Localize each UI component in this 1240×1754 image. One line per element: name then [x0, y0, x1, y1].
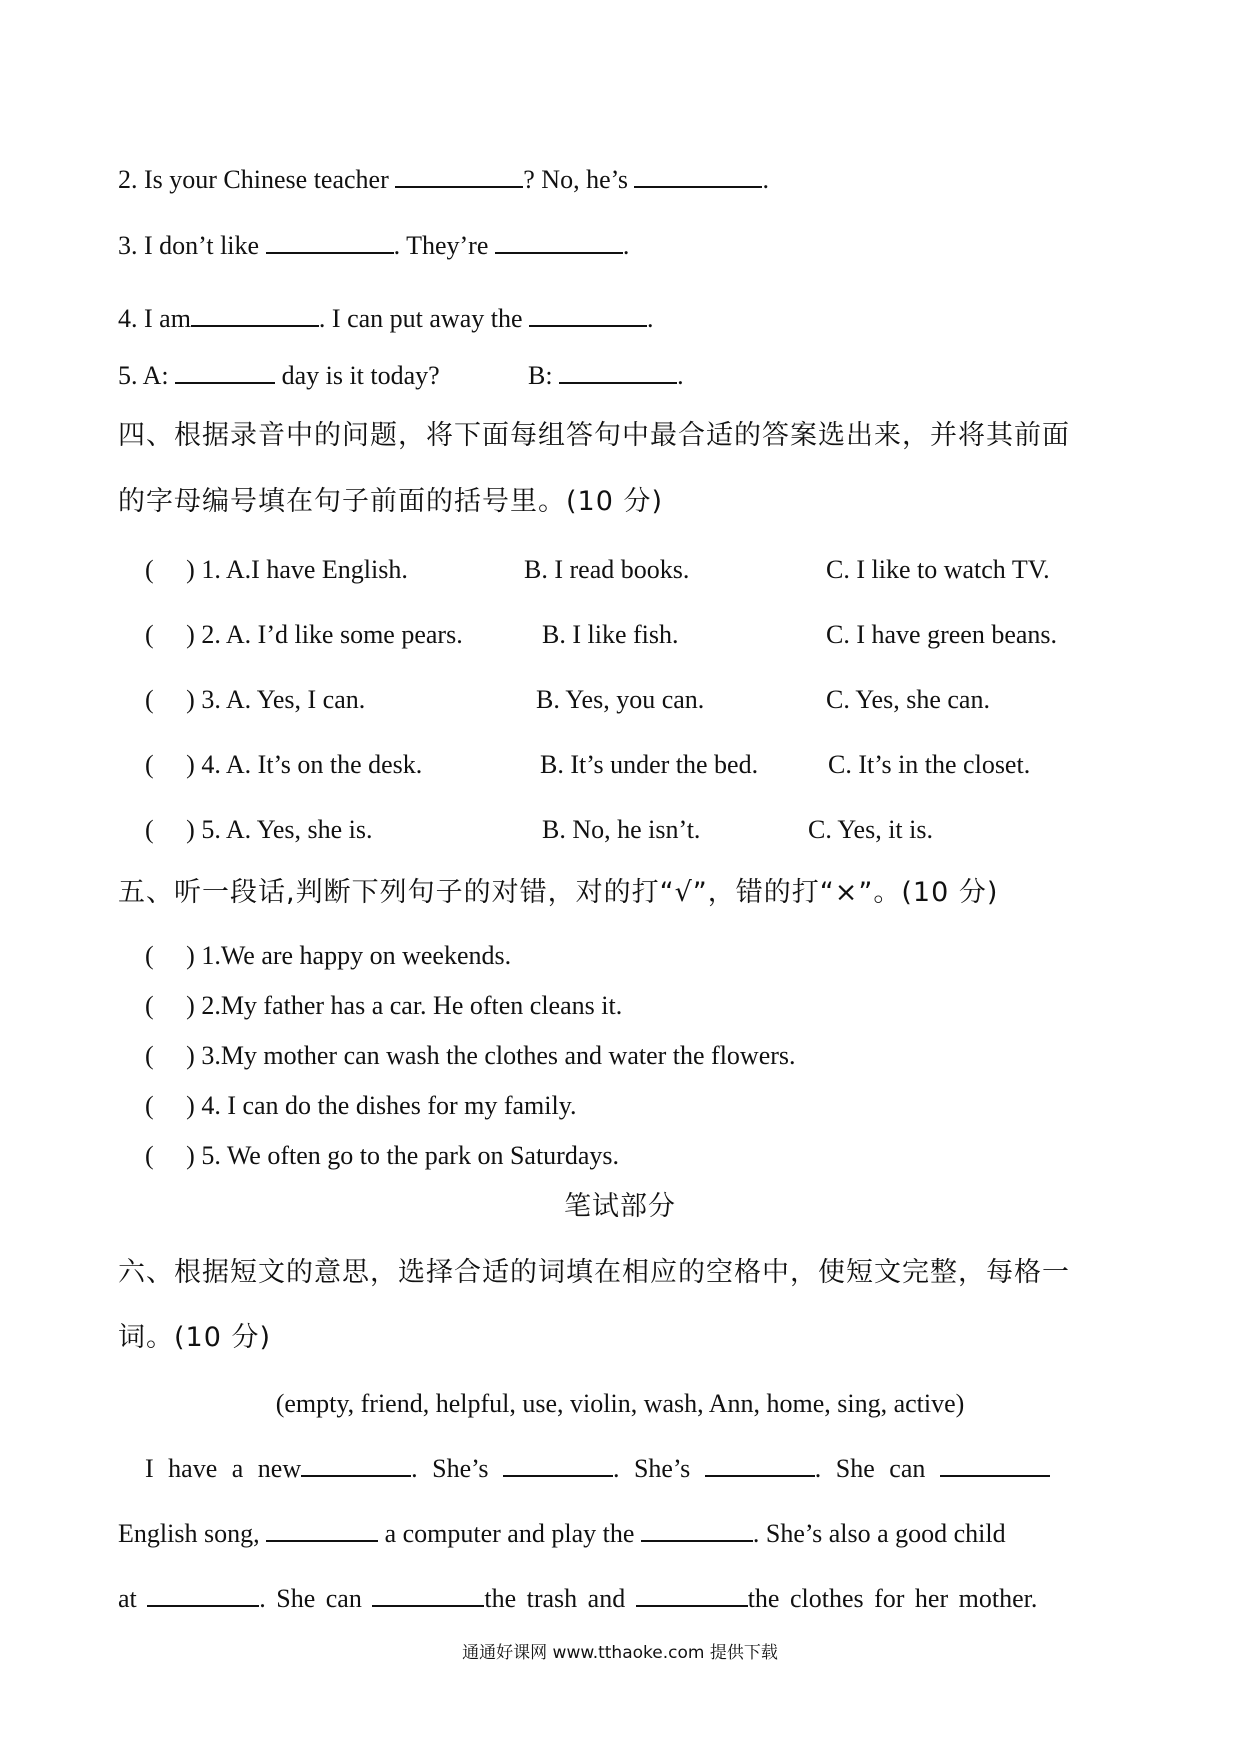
choice-option-b: B. I read books. [524, 555, 690, 584]
answer-blank[interactable] [147, 1583, 259, 1607]
page-footer: 通通好课网 www.tthaoke.com 提供下载 [462, 1643, 778, 1663]
judge-item: ( ) 5. We often go to the park on Saturdays. [145, 1141, 619, 1170]
fill-item-2: 2. Is your Chinese teacher ? No, he’s . [118, 165, 769, 194]
choice-option-c: C. I like to watch TV. [826, 555, 1050, 584]
answer-blank[interactable] [266, 1518, 378, 1542]
answer-blank[interactable] [191, 303, 319, 327]
choice-option-c: C. Yes, it is. [808, 815, 933, 844]
section-5-heading: 五、听一段话,判断下列句子的对错，对的打“√”，错的打“×”。(10 分) [118, 877, 999, 908]
choice-option-b: B. I like fish. [542, 620, 679, 649]
answer-blank[interactable] [266, 230, 394, 254]
answer-blank[interactable] [559, 360, 677, 384]
answer-blank[interactable] [641, 1518, 753, 1542]
choice-item: ( ) 2. A. I’d like some pears. [145, 620, 463, 649]
choice-option-c: C. It’s in the closet. [828, 750, 1031, 779]
judge-item: ( ) 4. I can do the dishes for my family. [145, 1091, 577, 1120]
choice-item: ( ) 4. A. It’s on the desk. [145, 750, 423, 779]
fill-item-5-b: B: . [528, 361, 684, 390]
section-6-heading-cont: 词。(10 分) [118, 1322, 272, 1353]
choice-option-b: B. It’s under the bed. [540, 750, 759, 779]
fill-item-5: 5. A: day is it today? [118, 361, 440, 390]
answer-blank[interactable] [495, 230, 623, 254]
choice-option-b: B. Yes, you can. [536, 685, 705, 714]
answer-blank[interactable] [705, 1453, 815, 1477]
answer-blank[interactable] [940, 1453, 1050, 1477]
choice-item: ( ) 1. A.I have English. [145, 555, 408, 584]
choice-item: ( ) 3. A. Yes, I can. [145, 685, 366, 714]
answer-blank[interactable] [636, 1583, 748, 1607]
choice-option-b: B. No, he isn’t. [542, 815, 701, 844]
answer-blank[interactable] [503, 1453, 613, 1477]
section-4-heading-cont: 的字母编号填在句子前面的括号里。(10 分) [118, 486, 664, 517]
choice-item: ( ) 5. A. Yes, she is. [145, 815, 373, 844]
choice-option-c: C. Yes, she can. [826, 685, 990, 714]
judge-item: ( ) 2.My father has a car. He often cleans it. [145, 991, 623, 1020]
passage-line-1: I have a new . She’s . She’s . She can [145, 1452, 1123, 1486]
answer-blank[interactable] [529, 303, 647, 327]
answer-blank[interactable] [395, 164, 523, 188]
answer-blank[interactable] [301, 1453, 411, 1477]
answer-blank[interactable] [634, 164, 762, 188]
section-4-heading: 四、根据录音中的问题，将下面每组答句中最合适的答案选出来，并将其前面 [118, 420, 1070, 451]
written-part-title: 笔试部分 [564, 1191, 676, 1222]
answer-blank[interactable] [372, 1583, 484, 1607]
choice-option-c: C. I have green beans. [826, 620, 1058, 649]
passage-line-3: at . She can the trash and the clothes for her mother. [118, 1584, 1038, 1613]
judge-item: ( ) 1.We are happy on weekends. [145, 941, 512, 970]
answer-blank[interactable] [175, 360, 275, 384]
section-6-heading: 六、根据短文的意思，选择合适的词填在相应的空格中，使短文完整，每格一 [118, 1257, 1070, 1288]
fill-item-3: 3. I don’t like . They’re . [118, 231, 630, 260]
passage-line-2: English song, a computer and play the . She’s also a good child [118, 1519, 1006, 1548]
word-bank: (empty, friend, helpful, use, violin, wash, Ann, home, sing, active) [275, 1389, 965, 1418]
judge-item: ( ) 3.My mother can wash the clothes and water the flowers. [145, 1041, 796, 1070]
fill-item-4: 4. I am . I can put away the . [118, 304, 654, 333]
